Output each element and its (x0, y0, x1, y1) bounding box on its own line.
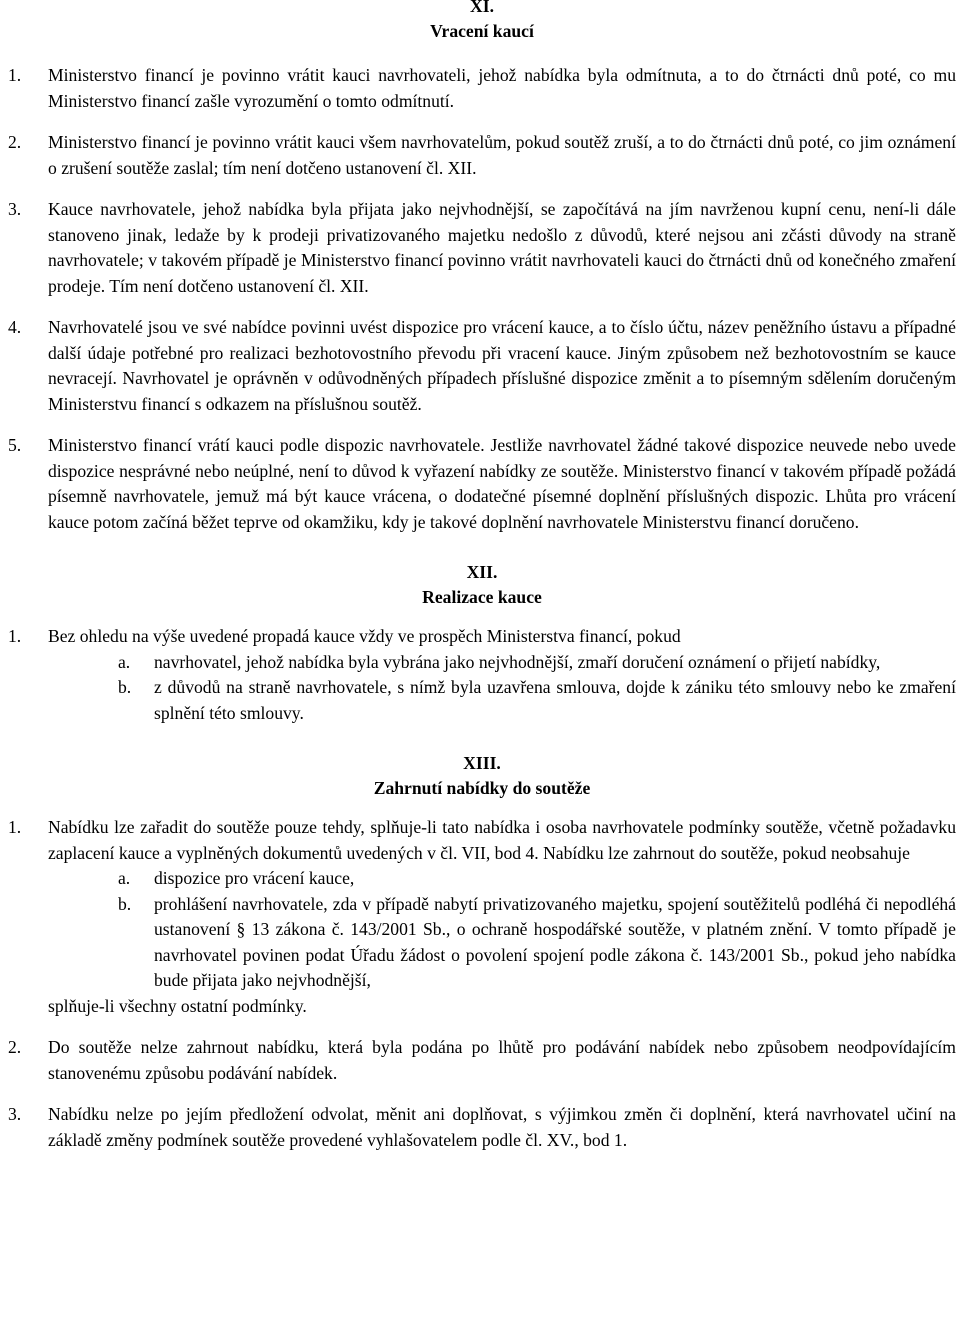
sub-item-letter: a. (118, 868, 131, 888)
paragraph (8, 63, 956, 114)
sub-item (8, 650, 956, 676)
section-number: XI. (470, 0, 494, 16)
paragraph (8, 815, 956, 866)
paragraph-text: Navrhovatelé jsou ve své nabídce povinni uvést dispozice pro vrácení kauce, a to číslo účtu, název peněžního ústavu a případné další údaje potřebné pro realizaci bezhotovostního převodu při vracení kauce. Jiným způsobem než bezhotovostním se kauce nevracejí. Navrhovatel je oprávněn v odůvodněných případech příslušné dispozice změnit a to písemným sdělením doručeným Ministerstvu financí s odkazem na příslušnou soutěž. (48, 317, 956, 414)
sub-item-letter: b. (118, 893, 132, 914)
paragraph-text: Kauce navrhovatele, jehož nabídka byla přijata jako nejvhodnější, se započítává na jím navrženou kupní cenu, není-li dále stanoveno jinak, ledaže by k prodeji privatizovaného majetku nedošlo z důvodů, které nejsou ani zčásti důvody na straně navrhovatele; v takovém případě je Ministerstvo financí povinno vrátit navrhovateli kauci do čtrnácti dnů od konečného zmaření prodeje. Tím není dotčeno ustanovení čl. XII. (48, 199, 956, 296)
sub-item (8, 892, 956, 994)
paragraph-number: 5. (8, 435, 22, 455)
paragraph (8, 130, 956, 181)
sub-item-text: navrhovatel, jehož nabídka byla vybrána jako nejvhodnější, zmaří doručení oznámení o přijetí nabídky, (154, 651, 881, 672)
paragraph-text: Ministerstvo financí je povinno vrátit kauci všem navrhovatelům, pokud soutěž zruší, a to do čtrnácti dnů poté, co jim oznámení o zrušení soutěže zaslal; tím není dotčeno ustanovení čl. XII. (48, 132, 956, 178)
section-number: XII. (466, 562, 498, 582)
section-xiii-heading (8, 751, 956, 801)
paragraph-text: Do soutěže nelze zahrnout nabídku, která byla podána po lhůtě pro podávání nabídek nebo způsobem neodpovídajícím stanovenému způsobu podávání nabídek. (48, 1037, 956, 1083)
paragraph-number: 1. (8, 626, 22, 646)
section-number: XIII. (463, 753, 501, 773)
sub-item-text: dispozice pro vrácení kauce, (154, 868, 355, 888)
paragraph-text: Nabídku nelze po jejím předložení odvolat, měnit ani doplňovat, s výjimkou změn či doplnění, která navrhovatel učiní na základě změny podmínek soutěže provedené vyhlašovatelem podle čl. XV., bod 1. (48, 1104, 956, 1150)
paragraph-number: 3. (8, 199, 22, 219)
section-title: Realizace kauce (422, 587, 542, 607)
section-title: Vracení kaucí (430, 21, 534, 41)
paragraph-text: Bez ohledu na výše uvedené propadá kauce vždy ve prospěch Ministerstva financí, pokud (48, 626, 681, 646)
paragraph-text: Ministerstvo financí vrátí kauci podle dispozic navrhovatele. Jestliže navrhovatel žádné takové dispozice neuvede nebo uvede dispozice nesprávné nebo neúplné, není to důvod k vyřazení nabídky ze soutěže. Ministerstvo financí v takovém případě požádá písemně navrhovatele, jemuž má být kauce vrácena, o dodatečné písemné doplnění příslušných dispozic. Lhůta pro vrácení kauce potom začíná běžet teprve od okamžiku, kdy je takové doplnění navrhovatele Ministerstvu financí doručeno. (48, 435, 956, 532)
paragraph-number: 2. (8, 1037, 22, 1057)
paragraph (8, 624, 956, 650)
sub-item-letter: a. (118, 651, 131, 672)
paragraph (8, 315, 956, 417)
sub-item (8, 675, 956, 726)
paragraph (8, 197, 956, 299)
paragraph-number: 3. (8, 1104, 22, 1124)
paragraph-number: 1. (8, 817, 22, 837)
paragraph-number: 4. (8, 317, 22, 337)
paragraph-number: 1. (8, 65, 22, 85)
sub-item-text: z důvodů na straně navrhovatele, s nímž byla uzavřena smlouva, dojde k zániku této smlouvy nebo ke zmaření splnění této smlouvy. (154, 677, 956, 723)
paragraph-number: 2. (8, 132, 22, 152)
paragraph (8, 1035, 956, 1086)
paragraph-tail: splňuje-li všechny ostatní podmínky. (48, 995, 307, 1016)
section-xii-heading (8, 560, 956, 610)
paragraph-text: Nabídku lze zařadit do soutěže pouze tehdy, splňuje-li tato nabídka i osoba navrhovatele podmínky soutěže, včetně požadavku zaplacení kauce a vyplněných dokumentů uvedených v čl. VII, bod 4. Nabídku lze zahrnout do soutěže, pokud neobsahuje (48, 817, 956, 863)
document-page (8, 0, 956, 1153)
section-xi-heading (8, 0, 956, 44)
sub-item-letter: b. (118, 677, 132, 697)
paragraph (8, 433, 956, 535)
sub-item (8, 866, 956, 892)
sub-item-text: prohlášení navrhovatele, zda v případě nabytí privatizovaného majetku, spojení soutěžitelů podléhá či nepodléhá ustanovení § 13 zákona č. 143/2001 Sb., o ochraně hospodářské soutěže, v platném znění. V tomto případě je navrhovatel povinen podat Úřadu žádost o povolení spojení podle zákona č. 143/2001 Sb., pokud jeho nabídka bude přijata jako nejvhodnější, (154, 893, 956, 990)
paragraph-text: Ministerstvo financí je povinno vrátit kauci navrhovateli, jehož nabídka byla odmítnuta, a to do čtrnácti dnů poté, co mu Ministerstvo financí zašle vyrozumění o tomto odmítnutí. (48, 65, 956, 111)
paragraph (8, 1102, 956, 1153)
section-title: Zahrnutí nabídky do soutěže (373, 778, 591, 798)
